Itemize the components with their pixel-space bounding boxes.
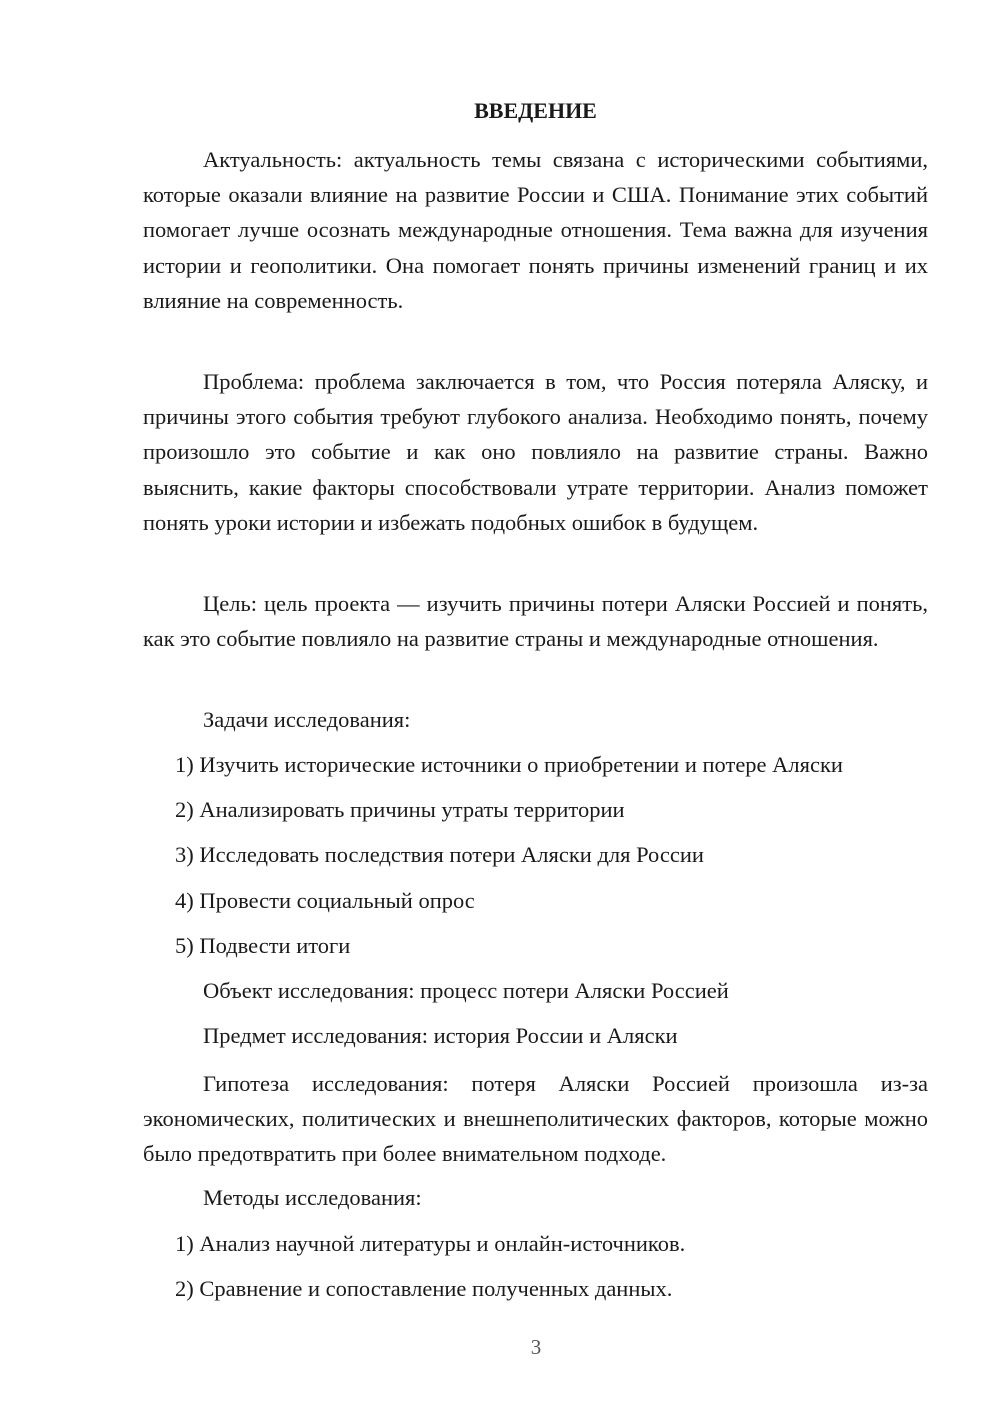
task-item-3: 3) Исследовать последствия потери Аляски для России [175, 842, 704, 867]
problem-paragraph-block [143, 364, 928, 540]
page-number: 3 [530, 1335, 542, 1359]
hypothesis-paragraph-block [143, 1066, 928, 1172]
relevance-paragraph-block [143, 142, 928, 318]
task-item-1: 1) Изучить исторические источники о приобретении и потере Аляски [175, 752, 843, 777]
task-item-5: 5) Подвести итоги [175, 933, 351, 958]
method-item-1: 1) Анализ научной литературы и онлайн-источников. [175, 1231, 686, 1256]
goal-paragraph: Цель: цель проекта — изучить причины потери Аляски Россией и понять, как это событие повлияло на развитие страны и международные отношения. [143, 591, 928, 652]
research-object-line: Объект исследования: процесс потери Аляски Россией [203, 978, 729, 1003]
hypothesis-paragraph: Гипотеза исследования: потеря Аляски Россией произошла из-за экономических, политических и внешнеполитических факторов, которые можно было предотвратить при более внимательном подходе. [143, 1071, 928, 1167]
task-item-2: 2) Анализировать причины утраты территории [175, 797, 625, 822]
tasks-label: Задачи исследования: [203, 707, 411, 732]
methods-label: Методы исследования: [203, 1185, 422, 1210]
problem-paragraph: Проблема: проблема заключается в том, что Россия потеряла Аляску, и причины этого события требуют глубокого анализа. Необходимо понять, почему произошло это событие и как оно повлияло на развитие страны. Важно выяснить, какие факторы способствовали утрате территории. Анализ поможет понять уроки истории и избежать подобных ошибок в будущем. [143, 369, 928, 535]
task-item-4: 4) Провести социальный опрос [175, 888, 475, 913]
goal-paragraph-block [143, 586, 928, 656]
relevance-paragraph: Актуальность: актуальность темы связана с историческими событиями, которые оказали влияние на развитие России и США. Понимание этих событий помогает лучше осознать международные отношения. Тема важна для изучения истории и геополитики. Она помогает понять причины изменений границ и их влияние на современность. [143, 147, 928, 313]
research-subject-line: Предмет исследования: история России и Аляски [203, 1023, 678, 1048]
section-heading: ВВЕДЕНИЕ [474, 98, 597, 123]
method-item-2: 2) Сравнение и сопоставление полученных данных. [175, 1276, 673, 1301]
